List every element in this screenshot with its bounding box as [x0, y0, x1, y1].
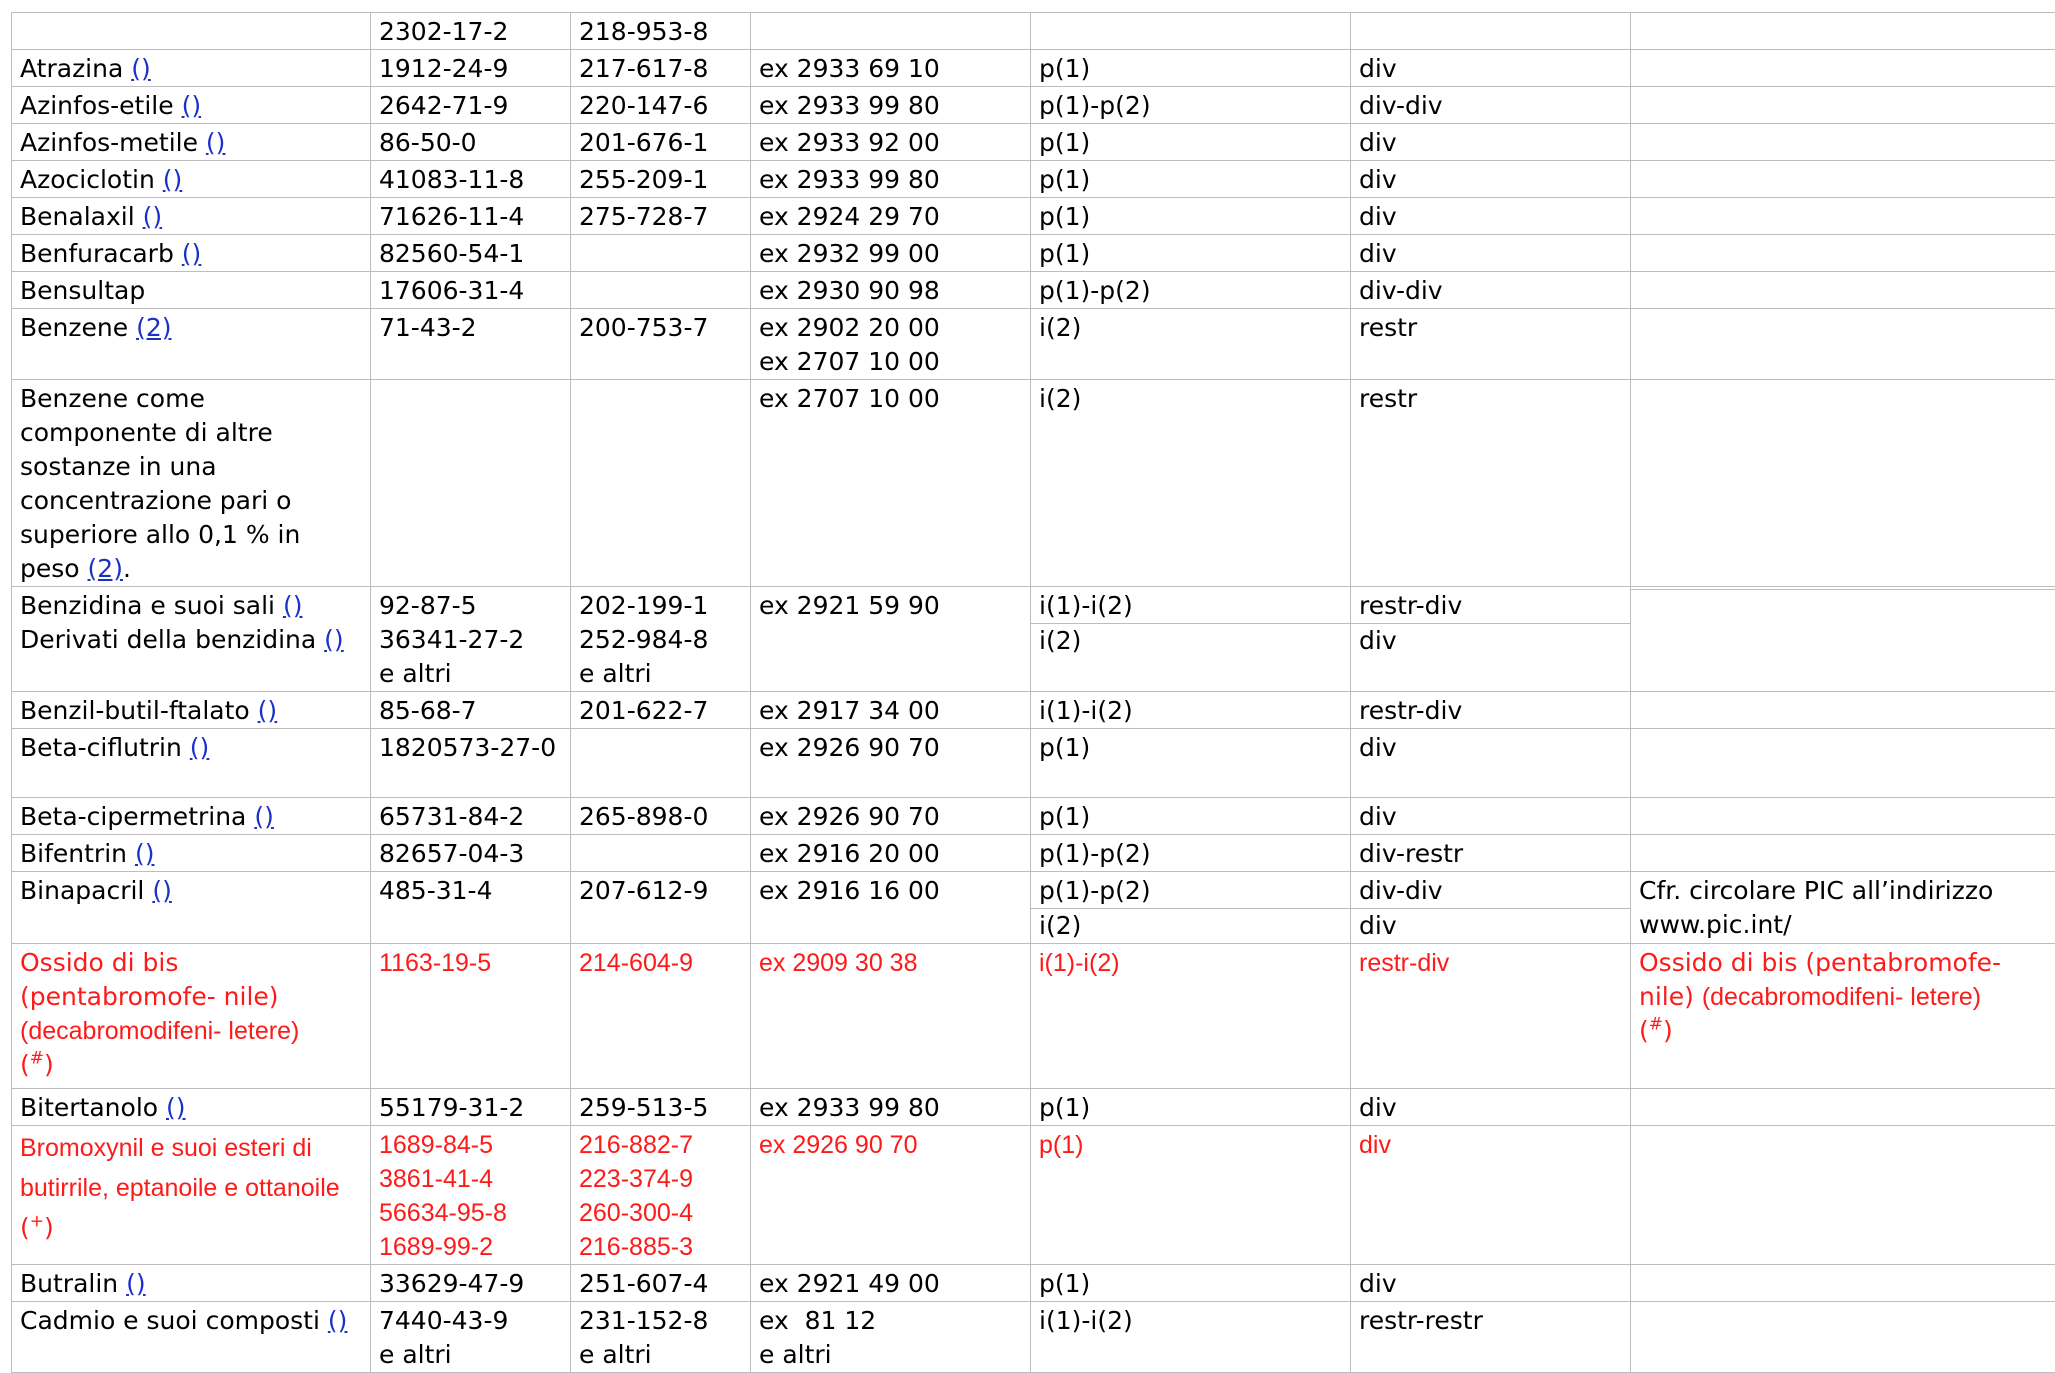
cn-code: ex 2933 99 80 [751, 161, 1031, 198]
substance-name: Benzene come componente di altre sostanze in una concentrazione pari o superiore allo 0,1 % in peso (2). [12, 380, 371, 587]
notification-obligation: restr [1351, 309, 1631, 380]
notes [1631, 272, 2055, 309]
table-row [12, 587, 2055, 692]
table-row [12, 729, 2055, 798]
notification-obligation: restr [1351, 380, 1631, 587]
notes [1631, 1265, 2055, 1302]
ec-number: 231-152-8 e altri [571, 1302, 751, 1373]
substance-name: Bitertanolo () [12, 1089, 371, 1126]
substance-name: Butralin () [12, 1265, 371, 1302]
ec-number: 251-607-4 [571, 1265, 751, 1302]
cas-number: 1163-19-5 [371, 944, 571, 1089]
footnote-link[interactable]: () [254, 802, 274, 831]
category: p(1)-p(2) [1031, 835, 1351, 872]
cas-number: 7440-43-9 e altri [371, 1302, 571, 1373]
substance-name: Benzene (2) [12, 309, 371, 380]
table-row [12, 835, 2055, 872]
notes [1631, 380, 2055, 587]
cn-code: ex 2933 69 10 [751, 50, 1031, 87]
notes [1631, 1126, 2055, 1265]
footnote-link[interactable]: () [143, 202, 163, 231]
substance-name: Binapacril () [12, 872, 371, 944]
footnote-link[interactable]: () [182, 91, 202, 120]
ec-number: 201-676-1 [571, 124, 751, 161]
table-row [12, 1265, 2055, 1302]
table-row [12, 798, 2055, 835]
footnote-mark: + [30, 1212, 44, 1232]
ec-number: 207-612-9 [571, 872, 751, 944]
category [1031, 13, 1351, 50]
cn-code: ex 2933 99 80 [751, 1089, 1031, 1126]
ec-number [571, 729, 751, 798]
substance-name: Bensultap [12, 272, 371, 309]
cas-number: 1689-84-5 3861-41-4 56634-95-8 1689-99-2 [371, 1126, 571, 1265]
cas-number: 92-87-5 36341-27-2 e altri [371, 587, 571, 692]
category: i(1)-i(2) [1031, 1302, 1351, 1373]
notes: Ossido di bis (pentabromofe- nile) (decabromodifeni- letere) (#) [1631, 944, 2055, 1089]
cn-code: ex 2933 92 00 [751, 124, 1031, 161]
notification-obligation: restr-div div [1351, 587, 1631, 692]
category: p(1) [1031, 161, 1351, 198]
cn-code: ex 81 12 e altri [751, 1302, 1031, 1373]
footnote-link[interactable]: () [126, 1269, 146, 1298]
notification-obligation: restr-div [1351, 944, 1631, 1089]
notification-obligation: div-restr [1351, 835, 1631, 872]
cas-number: 2302-17-2 [371, 13, 571, 50]
substance-name: Bromoxynil e suoi esteri di butirrile, eptanoile e ottanoile (+) [12, 1126, 371, 1265]
category: p(1) [1031, 1265, 1351, 1302]
category: p(1)-p(2) [1031, 272, 1351, 309]
substance-name: Benzil-butil-ftalato () [12, 692, 371, 729]
cas-number: 17606-31-4 [371, 272, 571, 309]
substance-name: Atrazina () [12, 50, 371, 87]
table-row [12, 1089, 2055, 1126]
notes [1631, 87, 2055, 124]
cn-code: ex 2933 99 80 [751, 87, 1031, 124]
table-row [12, 944, 2055, 1089]
cas-number: 1912-24-9 [371, 50, 571, 87]
cn-code: ex 2909 30 38 [751, 944, 1031, 1089]
footnote-link[interactable]: () [190, 733, 210, 762]
cn-code: ex 2930 90 98 [751, 272, 1031, 309]
table-row [12, 1302, 2055, 1373]
notes [1631, 729, 2055, 798]
table-row [12, 1126, 2055, 1265]
footnote-link[interactable]: (2) [136, 313, 171, 342]
category: i(1)-i(2) i(2) [1031, 587, 1351, 692]
substance-name: Benalaxil () [12, 198, 371, 235]
notes [1631, 50, 2055, 87]
footnote-link[interactable]: () [206, 128, 226, 157]
table-row [12, 161, 2055, 198]
ec-number: 259-513-5 [571, 1089, 751, 1126]
category: i(1)-i(2) [1031, 944, 1351, 1089]
table-row [12, 13, 2055, 50]
category: p(1) [1031, 798, 1351, 835]
ec-number: 202-199-1 252-984-8 e altri [571, 587, 751, 692]
cas-number: 71-43-2 [371, 309, 571, 380]
category: p(1) [1031, 198, 1351, 235]
notification-obligation [1351, 13, 1631, 50]
notes [1631, 309, 2055, 380]
ec-number: 220-147-6 [571, 87, 751, 124]
notification-obligation: div [1351, 729, 1631, 798]
table-row [12, 87, 2055, 124]
cas-number: 82560-54-1 [371, 235, 571, 272]
ec-number: 218-953-8 [571, 13, 751, 50]
cas-number: 71626-11-4 [371, 198, 571, 235]
notes: Cfr. circolare PIC all’indirizzo www.pic.int/ [1631, 872, 2055, 944]
notification-obligation: div [1351, 235, 1631, 272]
notes [1631, 1302, 2055, 1373]
ec-number [571, 235, 751, 272]
table-row [12, 124, 2055, 161]
cn-code: ex 2916 16 00 [751, 872, 1031, 944]
substance-name: Beta-cipermetrina () [12, 798, 371, 835]
table-row [12, 380, 2055, 587]
notification-obligation: div [1351, 198, 1631, 235]
ec-number [571, 380, 751, 587]
ec-number: 275-728-7 [571, 198, 751, 235]
cn-code [751, 13, 1031, 50]
category: i(2) [1031, 309, 1351, 380]
footnote-link[interactable]: () [324, 625, 344, 654]
cn-code: ex 2917 34 00 [751, 692, 1031, 729]
notification-obligation: div [1351, 1089, 1631, 1126]
cas-number: 2642-71-9 [371, 87, 571, 124]
cn-code: ex 2926 90 70 [751, 798, 1031, 835]
chemicals-table [11, 12, 2055, 1373]
category: p(1) [1031, 50, 1351, 87]
notification-obligation: div-div div [1351, 872, 1631, 944]
ec-number: 265-898-0 [571, 798, 751, 835]
category: i(1)-i(2) [1031, 692, 1351, 729]
substance-name: Azociclotin () [12, 161, 371, 198]
substance-name: Benfuracarb () [12, 235, 371, 272]
ec-number: 200-753-7 [571, 309, 751, 380]
substance-name: Beta-ciflutrin () [12, 729, 371, 798]
ec-number: 216-882-7 223-374-9 260-300-4 216-885-3 [571, 1126, 751, 1265]
ec-number [571, 272, 751, 309]
cn-code: ex 2926 90 70 [751, 729, 1031, 798]
notification-obligation: div [1351, 124, 1631, 161]
ec-number: 255-209-1 [571, 161, 751, 198]
table-row [12, 198, 2055, 235]
notes [1631, 692, 2055, 729]
cn-code: ex 2926 90 70 [751, 1126, 1031, 1265]
footnote-mark: # [1649, 1015, 1663, 1035]
cn-code: ex 2924 29 70 [751, 198, 1031, 235]
table-row [12, 872, 2055, 944]
notification-obligation: div [1351, 1265, 1631, 1302]
notes [1631, 235, 2055, 272]
footnote-link[interactable]: () [163, 165, 183, 194]
ec-number: 214-604-9 [571, 944, 751, 1089]
category: p(1) [1031, 729, 1351, 798]
notification-obligation: div [1351, 1126, 1631, 1265]
cas-number: 65731-84-2 [371, 798, 571, 835]
substance-name: Bifentrin () [12, 835, 371, 872]
category: p(1) [1031, 124, 1351, 161]
notification-obligation: restr-restr [1351, 1302, 1631, 1373]
cn-code: ex 2707 10 00 [751, 380, 1031, 587]
table-row [12, 235, 2055, 272]
footnote-link[interactable]: () [152, 876, 172, 905]
category: p(1) [1031, 1126, 1351, 1265]
footnote-link[interactable]: () [258, 696, 278, 725]
footnote-mark: # [30, 1049, 44, 1069]
substance-name [12, 13, 371, 50]
notes [1631, 198, 2055, 235]
cn-code: ex 2921 59 90 [751, 587, 1031, 692]
table-row [12, 50, 2055, 87]
notification-obligation: div [1351, 798, 1631, 835]
ec-number [571, 835, 751, 872]
cas-number: 85-68-7 [371, 692, 571, 729]
cn-code: ex 2921 49 00 [751, 1265, 1031, 1302]
notification-obligation: restr-div [1351, 692, 1631, 729]
cn-code: ex 2916 20 00 [751, 835, 1031, 872]
footnote-link[interactable]: () [328, 1306, 348, 1335]
cas-number: 41083-11-8 [371, 161, 571, 198]
footnote-link[interactable]: () [135, 839, 155, 868]
notes [1631, 798, 2055, 835]
cas-number: 86-50-0 [371, 124, 571, 161]
category: i(2) [1031, 380, 1351, 587]
category: p(1) [1031, 1089, 1351, 1126]
table-row [12, 692, 2055, 729]
cas-number: 485-31-4 [371, 872, 571, 944]
category: p(1)-p(2) [1031, 87, 1351, 124]
notification-obligation: div-div [1351, 272, 1631, 309]
substance-name: Azinfos-metile () [12, 124, 371, 161]
footnote-link[interactable]: () [283, 591, 303, 620]
cas-number: 1820573-27-0 [371, 729, 571, 798]
substance-name: Cadmio e suoi composti () [12, 1302, 371, 1373]
table-row [12, 272, 2055, 309]
category: p(1) [1031, 235, 1351, 272]
cas-number: 33629-47-9 [371, 1265, 571, 1302]
ec-number: 217-617-8 [571, 50, 751, 87]
cas-number [371, 380, 571, 587]
substance-name: Ossido di bis (pentabromofe- nile) (decabromodifeni- letere) (#) [12, 944, 371, 1089]
notification-obligation: div [1351, 161, 1631, 198]
footnote-link[interactable]: (2) [88, 554, 123, 583]
notes [1631, 124, 2055, 161]
cas-number: 82657-04-3 [371, 835, 571, 872]
notification-obligation: div-div [1351, 87, 1631, 124]
table-row [12, 309, 2055, 380]
notes [1631, 161, 2055, 198]
notes [1631, 587, 2055, 692]
cn-code: ex 2932 99 00 [751, 235, 1031, 272]
notes [1631, 1089, 2055, 1126]
substance-name: Azinfos-etile () [12, 87, 371, 124]
notes [1631, 835, 2055, 872]
notification-obligation: div [1351, 50, 1631, 87]
cas-number: 55179-31-2 [371, 1089, 571, 1126]
category: p(1)-p(2) i(2) [1031, 872, 1351, 944]
footnote-link[interactable]: () [182, 239, 202, 268]
notes [1631, 13, 2055, 50]
ec-number: 201-622-7 [571, 692, 751, 729]
cn-code: ex 2902 20 00 ex 2707 10 00 [751, 309, 1031, 380]
footnote-link[interactable]: () [166, 1093, 186, 1122]
footnote-link[interactable]: () [131, 54, 151, 83]
substance-name: Benzidina e suoi sali () Derivati della benzidina () [12, 587, 371, 692]
